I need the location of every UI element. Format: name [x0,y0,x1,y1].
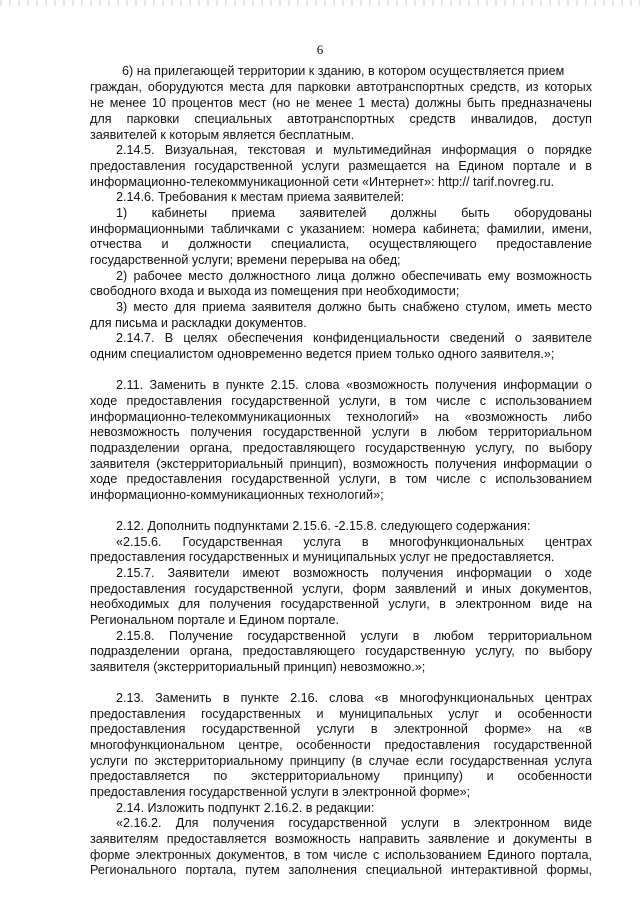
text-line: 2.14.7. В целях обеспечения конфиденциальности сведений о заявителе [116,331,592,345]
text-line: предоставления государственных и муниципальных услуг и особенности [90,707,592,721]
text-line: заявителей к которым является бесплатным. [90,128,355,142]
text-line: для письма и раскладки документов. [90,316,307,330]
text-line: 2.15.8. Получение государственной услуги в любом территориальном [116,629,592,643]
text-line: государственной услуги; времени перерыва на обед; [90,253,401,267]
text-line: предоставления государственных и муниципальных услуг не предоставляется. [90,550,555,564]
text-line: услуги по экстерриториальному принципу (в случае если государственная услуга [90,754,592,768]
text-line: 2.12. Дополнить подпунктами 2.15.6. -2.15.8. следующего содержания: [116,519,531,533]
text-line: информационными табличками с указанием: номера кабинета; фамилии, имени, [90,222,592,236]
text-line: для парковки специальных автотранспортных средств инвалидов, доступ [90,112,592,126]
text-line: 2.11. Заменить в пункте 2.15. слова «возможность получения информации о [116,378,592,392]
text-line: 2.14.5. Визуальная, текстовая и мультимедийная информация о порядке [116,143,592,157]
text-line: отчества и должности специалиста, осуществляющего предоставление [90,237,592,251]
text-line: многофункциональном центре, особенности предоставления государственной [90,738,592,752]
text-line: предоставления государственной услуги в электронной форме»; [90,785,471,799]
text-line: 3) место для приема заявителя должно быть снабжено стулом, иметь место [116,300,592,314]
text-line: заявителям предоставляется возможность направить заявление и документы в [90,832,592,846]
text-line: не менее 10 процентов мест (но не менее 1 места) должны быть предназначены [90,96,592,110]
page-number: 6 [316,42,324,57]
text-line: граждан, оборудуются места для парковки автотранспортных средств, из которых [90,80,592,94]
text-line: ходе предоставления государственной услуги, в том числе с использованием [90,472,592,486]
text-line: 2.15.7. Заявители имеют возможность получения информации о ходе [116,566,592,580]
text-line: информационно-телекоммуникационной сети «Интернет»: http:// tarif.novreg.ru. [90,175,555,189]
text-line: заявителя (экстерриториальный принцип), возможность получения информации о [90,457,592,471]
scan-artifact [0,0,640,6]
text-line: свободного входа и выхода из помещения при необходимости; [90,284,460,298]
text-line: предоставления государственной услуги размещается на Едином портале и в [90,159,592,173]
text-line: «2.16.2. Для получения государственной услуги в электронном виде [116,816,592,830]
text-line: «2.15.6. Государственная услуга в многофункциональных центрах [116,535,592,549]
text-line: форме электронных документов, в том числе с использованием Единого портала, [90,848,592,862]
text-line: необходимых для получения государственной услуги, в электронном виде на [90,597,592,611]
text-line: предоставляется по экстерриториальному принципу) и особенности [90,769,592,783]
text-line: 6) на прилегающей территории к зданию, в котором осуществляется прием [122,64,565,78]
text-line: Региональном портале и Едином портале. [90,613,339,627]
text-line: одним специалистом одновременно ведется прием только одного заявителя.»; [90,347,555,361]
text-line: предоставления государственной услуги в электронной форме» на «в [90,722,592,736]
text-line: 2.13. Заменить в пункте 2.16. слова «в многофункциональных центрах [116,691,592,705]
text-line: 2.14.6. Требования к местам приема заявителей: [116,190,405,204]
text-line: 2.14. Изложить подпункт 2.16.2. в редакции: [116,801,375,815]
text-line: подразделении органа, предоставляющего государственную услугу, по выбору [90,441,592,455]
text-line: 1) кабинеты приема заявителей должны быть оборудованы [116,206,592,220]
text-line: заявителя (экстерриториальный принцип) невозможно.»; [90,660,426,674]
text-line: информационно-телекоммуникационных технологий» на «возможность либо [90,410,592,424]
text-line: невозможность получения государственной услуги в любом территориальном [90,425,592,439]
text-line: ходе предоставления государственной услуги, в том числе с использованием [90,394,592,408]
text-line: Регионального портала, путем заполнения специальной интерактивной формы, [90,863,592,877]
text-line: предоставления государственной услуги, форм заявлений и иных документов, [90,582,592,596]
text-line: информационно-коммуникационных технологий»; [90,488,384,502]
text-line: подразделении органа, предоставляющего государственную услугу, по выбору [90,644,592,658]
text-line: 2) рабочее место должностного лица должно обеспечивать ему возможность [116,269,592,283]
